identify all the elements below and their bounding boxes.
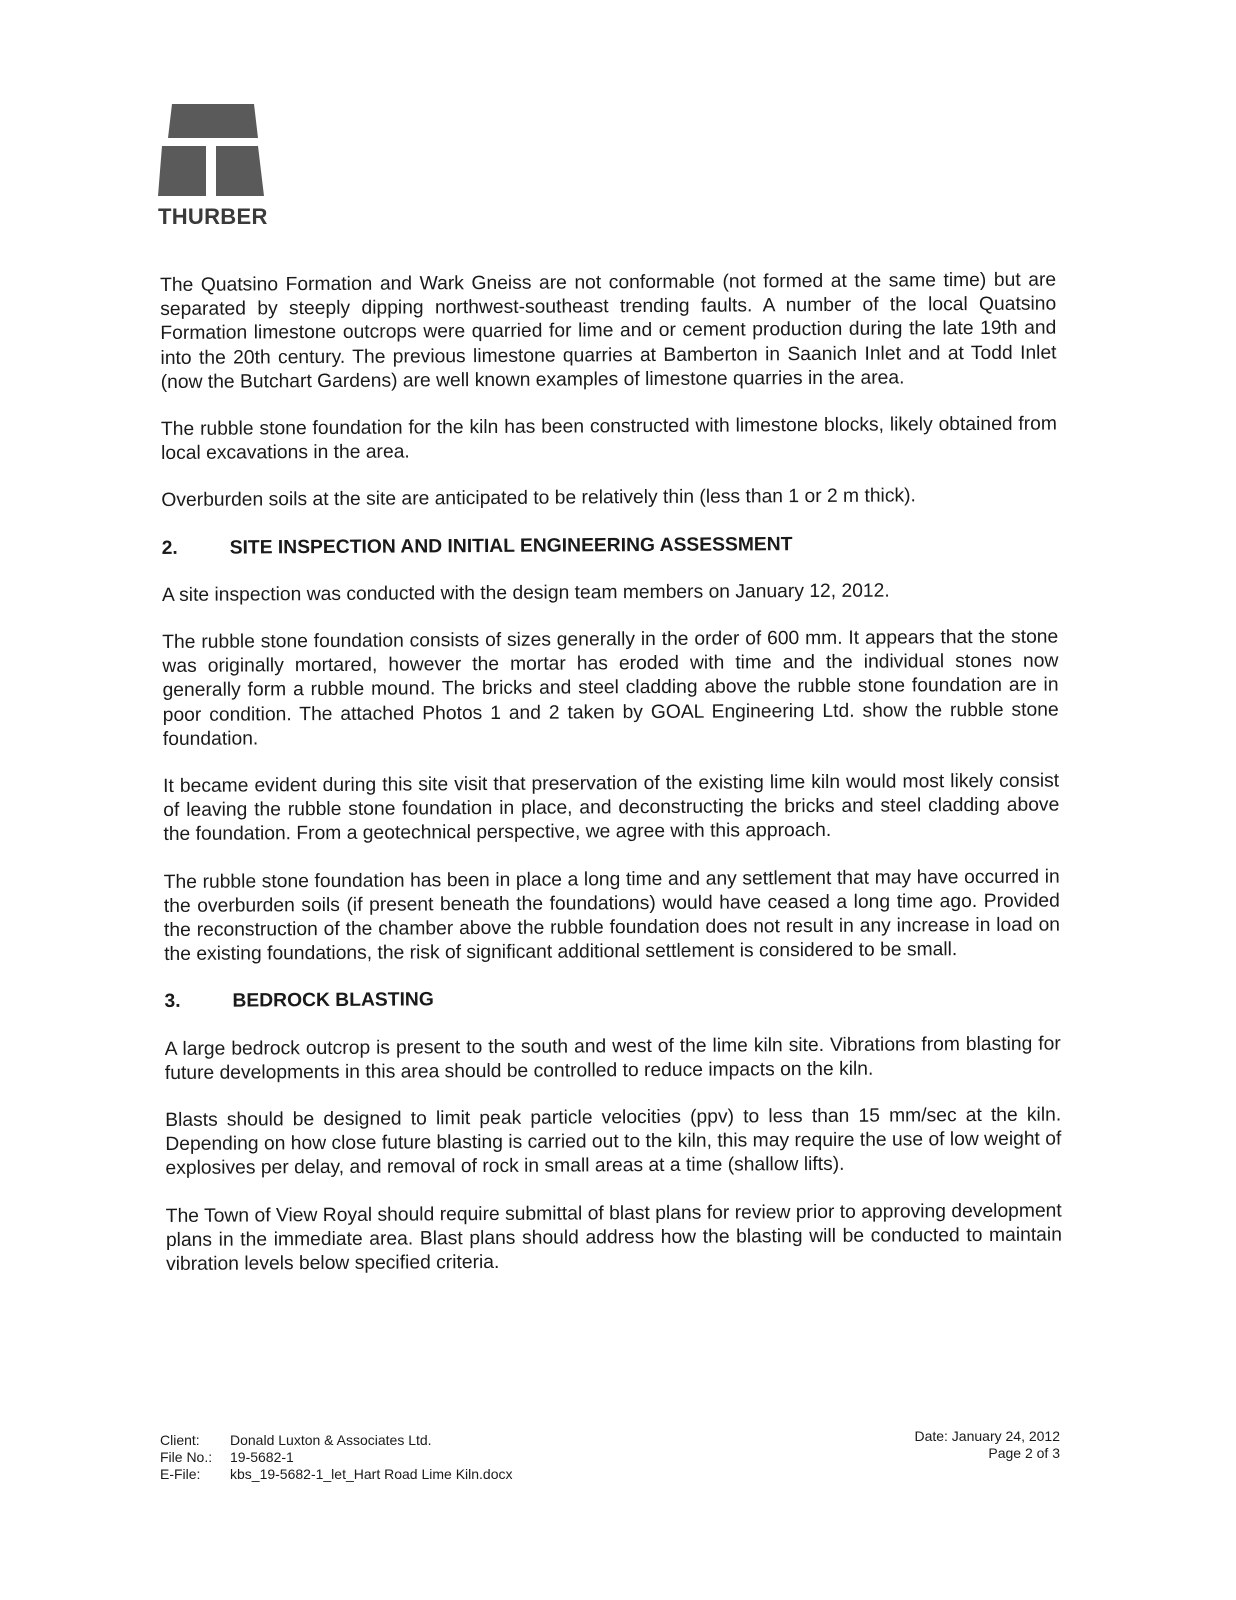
logo-wordmark: THURBER <box>158 204 268 229</box>
section-3-heading <box>164 985 1060 1015</box>
paragraph-foundation-blocks: The rubble stone foundation for the kiln has been constructed with limestone blocks, likely obtained from local excavations in the area. <box>160 413 1057 465</box>
paragraph-geology: The Quatsino Formation and Wark Gneiss are not conformable (not formed at the same time) but are separated by steeply dipping northwest-southeast trending faults. A number of the local Quatsino Formation limestone outcrops were quarried for lime and or cement production during the late 19th and into the 20th century. The previous limestone quarries at Bamberton in Saanich Inlet and at Todd Inlet (now the Butchart Gardens) are well known examples of limestone quarries in the area. <box>160 269 1057 393</box>
footer-page-number: Page 2 of 3 <box>988 1445 1060 1461</box>
paragraph-preservation: It became evident during this site visit that preservation of the existing lime kiln would most likely consist of leaving the rubble stone foundation in place, and deconstructing the bricks and steel cladding above the foundation. From a geotechnical perspective, we agree with this approach. <box>163 770 1060 846</box>
client-value: Donald Luxton & Associates Ltd. <box>230 1432 432 1448</box>
paragraph-overburden: Overburden soils at the site are anticipated to be relatively thin (less than 1 or 2 m thick). <box>161 485 916 512</box>
efile-label: E-File: <box>160 1466 201 1482</box>
footer-date-page <box>914 1428 1060 1462</box>
thurber-logo-mark-icon <box>158 104 268 200</box>
footer-file-info <box>160 1432 513 1483</box>
client-label: Client: <box>160 1432 200 1448</box>
section-2-heading <box>162 531 1058 561</box>
section-2-number: 2. <box>161 537 178 559</box>
paragraph-settlement: The rubble stone foundation has been in place a long time and any settlement that may have occurred in the overburden soils (if present beneath the foundations) would have ceased a long time ago. Provided the reconstruction of the chamber above the rubble foundation does not result in any increase in load on the existing foundations, the risk of significant additional settlement is considered to be small. <box>163 866 1061 966</box>
footer-file-row <box>160 1449 513 1466</box>
company-logo <box>158 104 278 234</box>
footer-client-row <box>160 1432 513 1449</box>
file-number-label: File No.: <box>160 1449 213 1465</box>
letter-body <box>160 269 1062 1301</box>
section-3-number: 3. <box>164 991 181 1013</box>
paragraph-blast-plans: The Town of View Royal should require submittal of blast plans for review prior to approving development plans in the immediate area. Blast plans should address how the blasting will be conducted to maintain vibration levels below specified criteria. <box>165 1200 1062 1276</box>
file-number-value: 19-5682-1 <box>230 1449 294 1465</box>
section-3-title: BEDROCK BLASTING <box>232 989 434 1013</box>
paragraph-foundation-condition: The rubble stone foundation consists of sizes generally in the order of 600 mm. It appears that the stone was originally mortared, however the mortar has eroded with time and the individual stones now generally form a rubble mound. The bricks and steel cladding above the rubble stone foundation are in poor condition. The attached Photos 1 and 2 taken by GOAL Engineering Ltd. show the rubble stone foundation. <box>162 626 1059 750</box>
paragraph-bedrock-outcrop: A large bedrock outcrop is present to the south and west of the lime kiln site. Vibrations from blasting for future developments in this area should be controlled to reduce impacts on the kiln. <box>164 1033 1061 1084</box>
footer-efile-row <box>160 1466 513 1483</box>
paragraph-site-inspection: A site inspection was conducted with the design team members on January 12, 2012. <box>161 580 890 606</box>
section-2-title: SITE INSPECTION AND INITIAL ENGINEERING ASSESSMENT <box>229 533 793 559</box>
footer-date: Date: January 24, 2012 <box>914 1428 1060 1444</box>
efile-value: kbs_19-5682-1_let_Hart Road Lime Kiln.docx <box>230 1466 513 1482</box>
paragraph-blast-design: Blasts should be designed to limit peak particle velocities (ppv) to less than 15 mm/sec at the kiln. Depending on how close future blasting is carried out to the kiln, this may require the use of low weight of explosives per delay, and removal of rock in small areas at a time (shallow lifts). <box>165 1104 1062 1180</box>
